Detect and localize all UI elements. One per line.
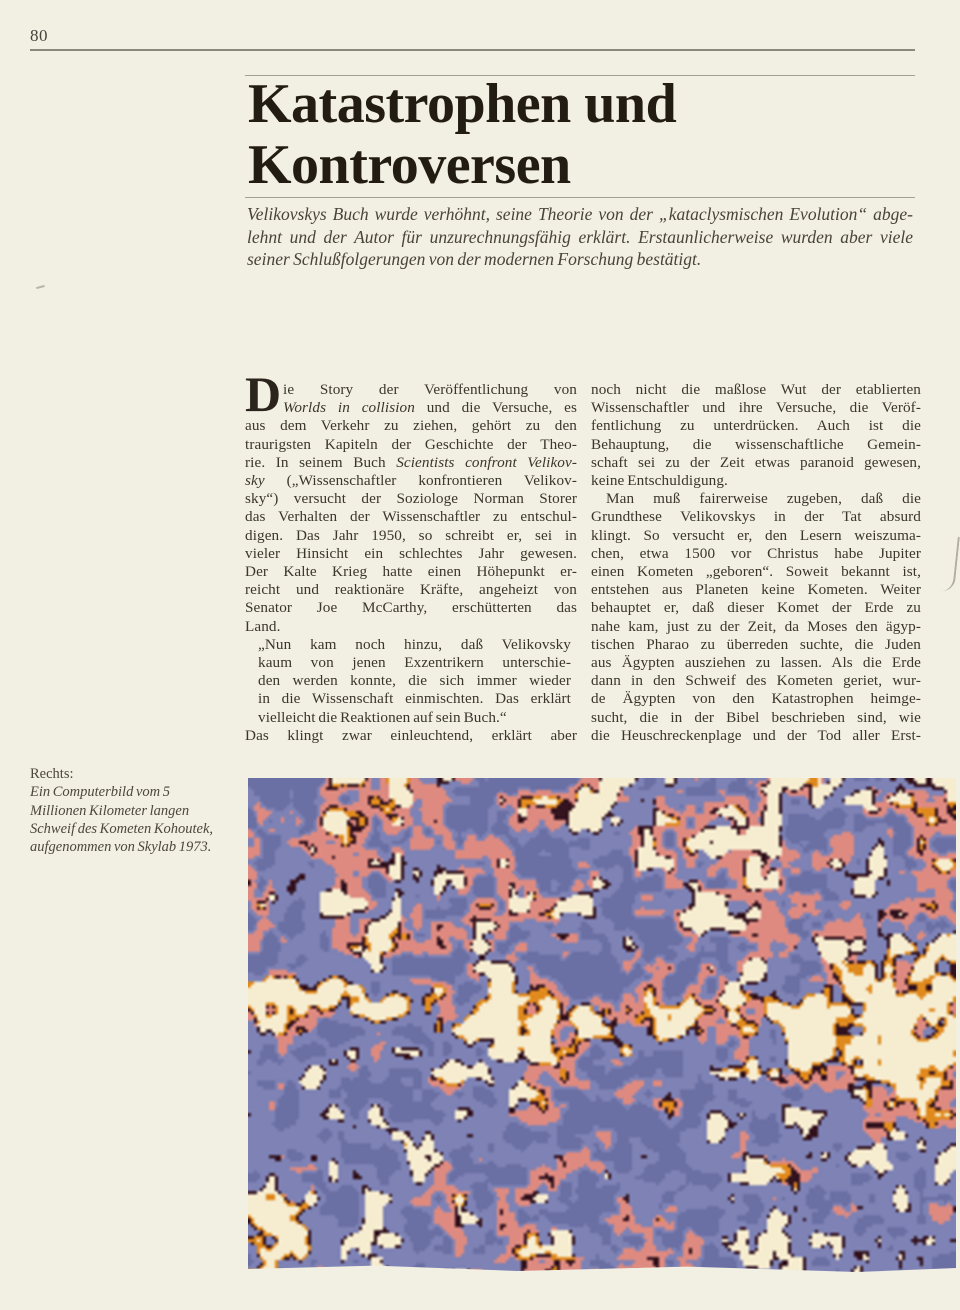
text-line: einen Kometen „geboren“. Soweit bekannt ist, (591, 563, 921, 581)
text-line: das Verhalten der Wissenschaftler zu entschul- (245, 508, 577, 526)
text-line: traurigsten Kapiteln der Geschichte der Theo- (245, 435, 577, 453)
text-line: dann in den Schweif des Kometen geriet, wur- (591, 672, 921, 690)
text-line: in die Wissenschaft einmischten. Das erklärt (258, 690, 571, 708)
text-line: reicht und reaktionäre Kräfte, angeheizt von (245, 581, 577, 599)
text-line: Velikovskys Buch wurde verhöhnt, seine Theorie von der „kataclysmischen Evolution“ abge- (247, 204, 913, 224)
text-line: die Heuschreckenplage und der Tod aller Erst- (591, 726, 921, 744)
text-line: rie. In seinem Buch Scientists confront Velikov- (245, 453, 578, 471)
text-line: seiner Schlußfolgerungen von der modernen Forschung bestätigt. (247, 249, 702, 270)
text-line: klingt. So versucht er, den Lesern weiszuma- (591, 526, 921, 544)
text-line: digen. Das Jahr 1950, so schreibt er, sei in (245, 526, 577, 544)
text-line: den werden konnte, die sich immer wieder (258, 672, 571, 690)
page-number: 80 (30, 26, 48, 45)
text-line: sky („Wissenschaftler konfrontieren Velikov- (245, 472, 577, 490)
text-line: Ein Computerbild vom 5 (30, 784, 170, 801)
text-line: lehnt und der Autor für unzurechnungsfähig erklärt. Erstaunlicherweise wurden aber viele (247, 226, 913, 247)
page-top-rule (30, 49, 915, 51)
text-line: keine Entschuldigung. (591, 472, 728, 490)
text-line: „Nun kam noch hinzu, daß Velikovsky (258, 635, 571, 653)
text-line: Senator Joe McCarthy, erschütterten das (245, 599, 577, 617)
text-line: aufgenommen von Skylab 1973. (30, 839, 212, 856)
article-title (248, 74, 676, 196)
title-bottom-rule (245, 197, 915, 198)
text-line: entstehen aus Planeten keine Kometen. Weiter (591, 581, 921, 599)
title-line-1: Katastrophen und (248, 73, 677, 135)
text-line: fentlichung zu unterdrücken. Auch ist die (591, 417, 921, 435)
text-line: aus dem Verkehr zu ziehen, gehört zu den (245, 417, 577, 435)
text-line: noch nicht die maßlose Wut der etablierten (591, 381, 921, 398)
body-column-left (245, 381, 577, 745)
drop-cap: D (245, 366, 282, 422)
caption-label: Rechts: (30, 766, 74, 782)
text-line: Schweif des Kometen Kohoutek, (30, 820, 214, 837)
text-line: sucht, die in der Bibel beschrieben sind, wie (591, 708, 921, 726)
text-line: aus Ägypten ausziehen zu lassen. Als die Erde (591, 654, 921, 672)
text-line: vieler Hinsicht ein schlechtes Jahr gewesen. (245, 544, 577, 562)
text-line: nahe kam, just zu der Zeit, da Moses den ägyp- (591, 617, 921, 635)
body-column-right (591, 381, 921, 745)
comet-image (248, 778, 956, 1272)
text-line: Land. (245, 617, 281, 635)
text-line: Man muß fairerweise zugeben, daß die (606, 490, 921, 508)
text-line: Das klingt zwar einleuchtend, erklärt aber (245, 726, 577, 744)
scan-artifact-hair (939, 535, 960, 592)
text-line: behauptet er, daß dieser Komet der Erde zu (591, 599, 921, 617)
title-line-2: Kontroversen (248, 134, 571, 196)
text-line: Behauptung, die wissenschaftliche Gemein- (591, 435, 921, 453)
text-line: Grundthese Velikovskys in der Tat absurd (591, 508, 921, 526)
margin-caption (30, 765, 235, 856)
text-line: chen, etwa 1500 vor Christus habe Jupiter (591, 544, 921, 562)
text-line: tischen Pharao zu überreden suchte, die Juden (591, 635, 921, 653)
text-line: schaft sei zu der Zeit etwas paranoid gewesen, (591, 453, 921, 471)
text-line: sky“) versucht der Soziologe Norman Storer (245, 490, 577, 508)
caption-text (30, 783, 235, 856)
article-lede (247, 203, 913, 271)
scan-artifact-dash (36, 285, 45, 289)
text-line: Worlds in collision und die Versuche, es (283, 399, 577, 417)
text-line: Millionen Kilometer langen (30, 802, 190, 819)
text-line: Der Kalte Krieg hatte einen Höhepunkt er- (245, 563, 577, 581)
text-line: de Ägypten von den Katastrophen heimge- (591, 690, 921, 708)
text-line: vielleicht die Reaktionen auf sein Buch.“ (258, 708, 507, 726)
text-line: kaum von jenen Exzentrikern unterschie- (258, 654, 571, 672)
text-line: Wissenschaftler und ihre Versuche, die Veröf- (591, 399, 921, 417)
text-line: ie Story der Veröffentlichung von (283, 381, 577, 398)
